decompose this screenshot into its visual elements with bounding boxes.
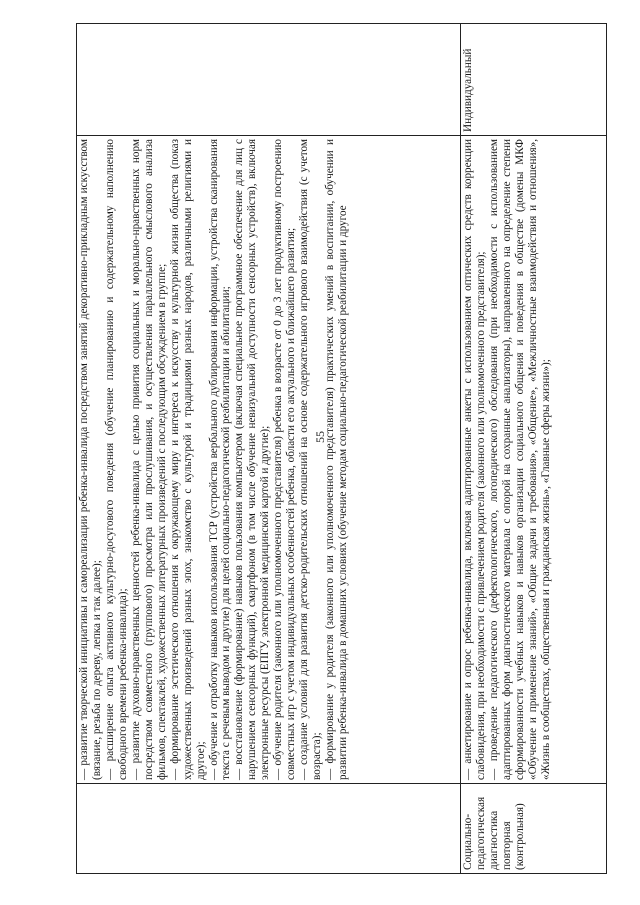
measure-item: — обучение родителя (законного или уполномоченного представителя) ребенка в возрасте от 0 до 3 лет продуктивному построению совместных игр с учетом индивидуальных особенностей ребенка, области его актуального и ближайшего развития; [272,139,298,780]
form-cell: Индивидуальный [461,24,607,136]
form-cell [77,24,461,136]
stage-line: диагностика [487,810,500,870]
stage-cell [77,784,461,874]
table-row [461,24,607,874]
page-number: 55 [313,431,327,443]
measure-item: — обучение и отработку навыков использования ТСР (устройства вербального дублирования информации, устройства сканирования текста с речевым выводом и другие) для целей социально-педагогической реабилитации и абилитации; [207,139,233,780]
stage-line: Социально- [462,813,474,870]
stage-line: повторная [500,821,513,870]
measure-item: — формирование у родителя (законного или уполномоченного представителя) практических умений в воспитании, обучении и развитии ребенка-инвалида в домашних условиях (обучение методам социально-педагогической реабилитации и другое [324,139,350,780]
rotated-table-wrapper [76,24,606,874]
measure-item: — восстановление (формирование) навыков пользования компьютером (включая специальное программное обеспечение для лиц с нарушением сенсорных функций), смартфоном (в том числе обучение невизуальной доступности сенсорных устройств), включая электронные ресурсы (ЕПГУ, электронной медицинской картой и другие); [233,139,272,780]
rehabilitation-measures-table [76,23,607,874]
measure-item: — проведение педагогического (дефектологического, логопедического) обследования (при необходимости с использованием адаптированных форм диагностического материала с опорой на сохранные анализаторы), направленного на определение степени сформированности учебных навыков и навыков организации социального общения и поведения в обществе (домены МКФ «Обучение и применение знаний», «Общие задачи и требования», «Общение», «Межличностные взаимодействия и отношения», «Жизнь в сообществах, общественная и гражданская жизнь», «Главные сферы жизни»); [487,139,552,780]
measures-cell [77,136,461,784]
measure-item: — расширение опыта активного культурно-досугового поведения (обучение планированию и содержательному наполнению свободного времени ребенка-инвалида); [103,139,129,780]
measures-cell [461,136,607,784]
table-row [77,24,461,874]
measure-item: — создание условий для развития детско-родительских отношений на основе содержательного игрового взаимодействия (с учетом возраста); [298,139,324,780]
stage-line: (контрольная) [513,803,526,870]
measure-item: — формирование эстетического отношения к окружающему миру и интереса к искусству и культурной жизни общества (показ художественных произведений разных эпох, знакомство с культурой и традициями разных народов, различными религиями и другое); [168,139,207,780]
measure-item: — анкетирование и опрос ребенка-инвалида, включая адаптированные анкеты с использованием оптических средств коррекции слабовидения, при необходимости с привлечением родителя (законного или уполномоченного представителя); [462,139,487,780]
measure-item: — развитие творческой инициативы и самореализации ребенка-инвалида посредством занятий декоративно-прикладным искусством (вязание, резьба по дереву, лепка и так далее); [78,139,103,780]
measure-item: — развитие духовно-нравственных ценностей ребенка-инвалида с целью привития социальных и морально-нравственных норм посредством совместного (группового) просмотра или прослушивания, и осуществления параллельного смыслового анализа фильмов, спектаклей, художественных литературных произведений с последующим обсуждением в группе; [129,139,168,780]
stage-cell [461,784,607,874]
stage-line: педагогическая [474,796,487,870]
